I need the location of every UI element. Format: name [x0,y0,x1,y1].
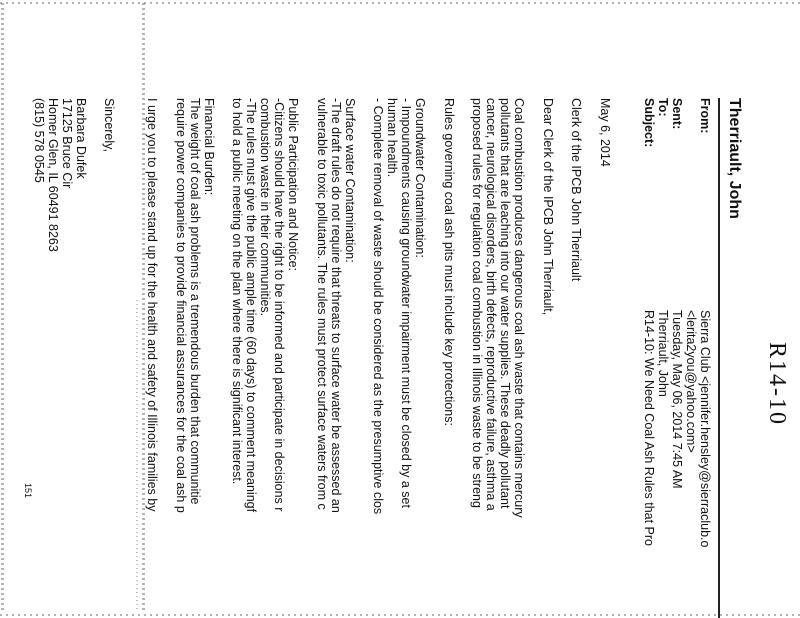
header-row-sent [670,98,684,618]
header-label: To: [656,98,670,117]
signature-phone: (815) 578 0545 [32,98,46,183]
intro-line: Coal combustion produces dangerous coal ash waste that contains mercury [512,98,526,518]
recipient-line: Clerk of the IPCB John Therriault [569,98,583,282]
intro-line: pollutants that are leaching into our water supplies. These deadly pollutant [498,98,512,509]
page-number: 151 [23,483,33,499]
salutation: Dear Clerk of the IPCB John Therriault, [541,98,555,316]
financial-line: require power companies to provide financial assurances for the coal ash p [174,98,188,513]
header-value: <lerita2you@yahoo.com> [684,310,698,453]
signature-name: Barbara Dufek [74,98,88,179]
header-value: Tuesday, May 06, 2014 7:45 AM [670,310,684,489]
groundwater-line: - Impoundments causing groundwater impairment must be closed by a set [399,98,413,508]
financial-heading: Financial Burden: [202,98,216,196]
surface-water-line: vulnerable to toxic pollutants. The rules must protect surface waters from c [315,98,329,510]
letter-date: May 6, 2014 [598,98,612,167]
participation-line: -The rules must give the public ample time (60 days) to comment meaningf [244,98,258,513]
header-row-to [656,98,670,618]
header-row-from-cont [684,98,698,618]
rules-intro: Rules governing coal ash pits must include key protections: [442,98,456,426]
header-label: From: [698,98,712,134]
signature-city: Homer Glen, IL 60491 8263 [46,98,60,252]
financial-line: The weight of coal ash problems is a tremendous burden that communitie [188,98,202,505]
header-label: Sent: [670,98,684,130]
header-value: Therriault, John [656,310,670,397]
groundwater-line: - Complete removal of waste should be considered as the presumptive clos [371,98,385,515]
intro-line: cancer, neurological disorders, birth defects, reproductive failure, asthma a [484,98,498,511]
participation-line: to hold a public meeting on the plan where there is significant interest. [230,98,244,485]
header-divider [718,98,720,618]
participation-heading: Public Participation and Notice: [286,98,300,272]
participation-line: -Citizens should have the right to be informed and participate in decisions r [272,98,286,512]
groundwater-line: human health. [385,98,399,178]
intro-line: proposed rules for regulation coal combustion in Illinois waste to be streng [470,98,484,508]
header-row-from [698,98,712,618]
scan-edge-left [0,2,800,4]
docket-number: R14-10 [764,342,790,426]
signature-address: 17125 Bruce Cir [60,98,74,189]
participation-line: combustion waste in their communities. [258,98,272,317]
scan-artifact [1,3,4,613]
surface-water-heading: Surface water Contamination: [343,98,357,263]
header-value: R14-10: We Need Coal Ash Rules that Pro [642,310,656,547]
closing-request: I urge you to please stand up for the health and safety of Illinois families by [145,98,159,512]
surface-water-line: -The draft rules do not require that threats to surface water be assessed an [329,98,343,513]
signoff: Sincerely, [102,98,116,152]
scan-artifact [142,3,145,613]
scan-artifact [136,300,138,610]
header-label: Subject: [642,98,656,148]
sender-name: Therriault, John [726,98,743,219]
header-value: Sierra Club <jennifer.hensley@sierraclub.o [698,310,712,548]
header-row-subject [642,98,656,618]
groundwater-heading: Groundwater Contamination: [413,98,427,258]
